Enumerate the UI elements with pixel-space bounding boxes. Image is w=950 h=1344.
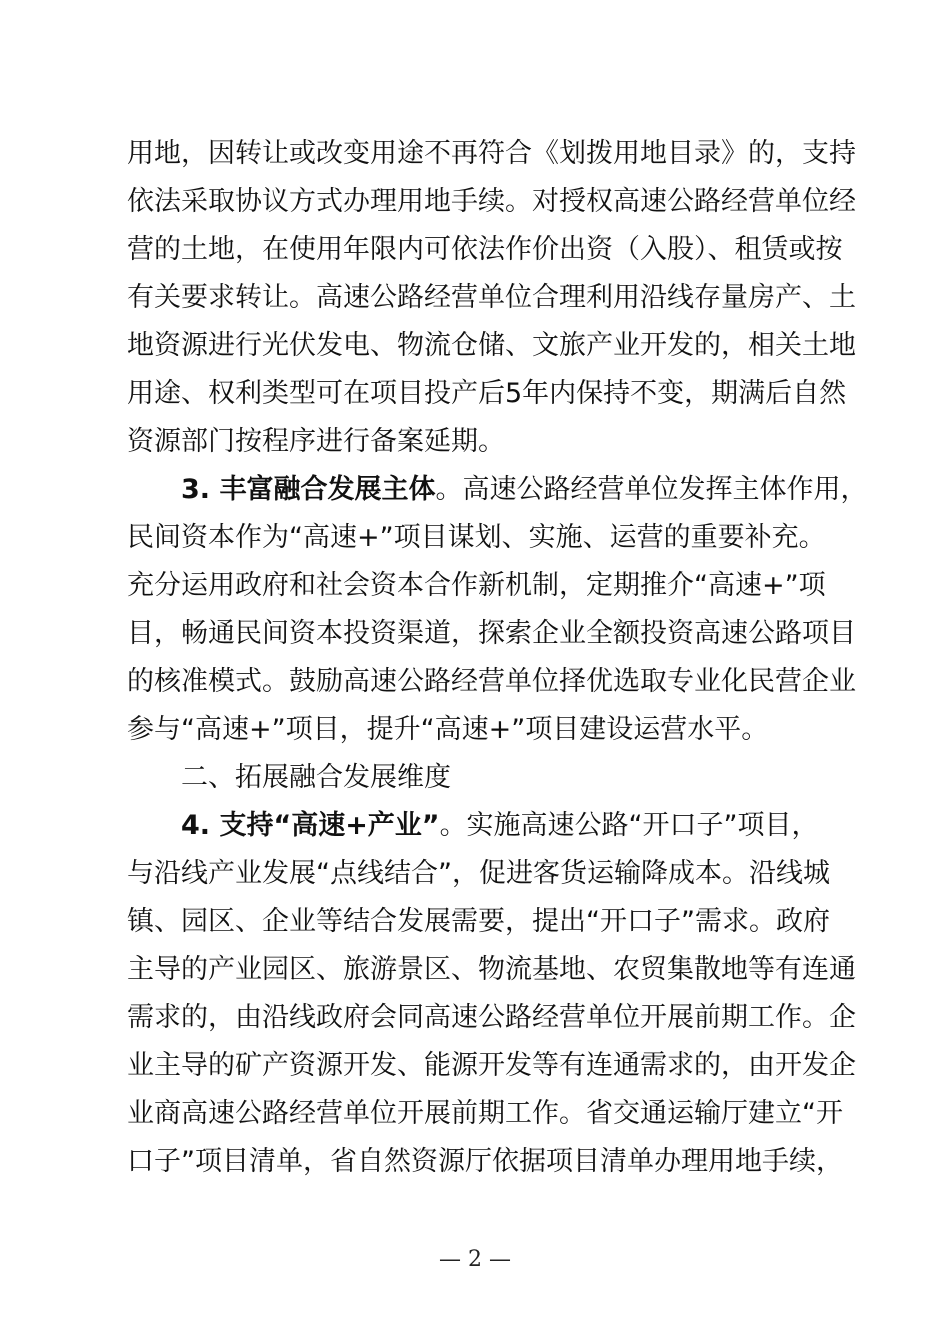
section-4-first-line-text: 。实施高速公路“开口子”项目，	[439, 810, 819, 841]
section-3-first-line	[127, 466, 868, 514]
text-line: 需求的，由沿线政府会同高速公路经营单位开展前期工作。企	[127, 1002, 856, 1033]
text-line: 参与“高速+”项目，提升“高速+”项目建设运营水平。	[127, 714, 769, 745]
section-4-first-line	[127, 802, 819, 850]
text-line: 有关要求转让。高速公路经营单位合理利用沿线存量房产、土	[127, 282, 856, 313]
text-line: 的核准模式。鼓励高速公路经营单位择优选取专业化民营企业	[127, 666, 856, 697]
section-3-heading: 3. 丰富融合发展主体	[181, 474, 436, 505]
text-line: 地资源进行光伏发电、物流仓储、文旅产业开发的，相关土地	[127, 330, 856, 361]
text-line: 与沿线产业发展“点线结合”，促进客货运输降成本。沿线城	[127, 858, 830, 889]
text-line: 业商高速公路经营单位开展前期工作。省交通运输厅建立“开	[127, 1098, 843, 1129]
section-title-2: 二、拓展融合发展维度	[181, 762, 451, 793]
text-line: 镇、园区、企业等结合发展需要，提出“开口子”需求。政府	[127, 906, 830, 937]
text-line: 目，畅通民间资本投资渠道，探索企业全额投资高速公路项目	[127, 618, 856, 649]
page-number: — 2 —	[439, 1247, 511, 1272]
text-line: 充分运用政府和社会资本合作新机制，定期推介“高速+”项	[127, 570, 826, 601]
section-3-first-line-text: 。高速公路经营单位发挥主体作用，	[435, 474, 868, 505]
text-line: 民间资本作为“高速+”项目谋划、实施、运营的重要补充。	[127, 522, 826, 553]
text-line: 用地，因转让或改变用途不再符合《划拨用地目录》的，支持	[127, 138, 856, 169]
text-line: 资源部门按程序进行备案延期。	[127, 426, 505, 457]
text-line: 依法采取协议方式办理用地手续。对授权高速公路经营单位经	[127, 186, 856, 217]
text-line: 营的土地，在使用年限内可依法作价出资（入股）、租赁或按	[127, 234, 843, 265]
text-line: 主导的产业园区、旅游景区、物流基地、农贸集散地等有连通	[127, 954, 856, 985]
section-4-heading: 4. 支持“高速+产业”	[181, 810, 440, 841]
text-line: 用途、权利类型可在项目投产后5年内保持不变，期满后自然	[127, 378, 847, 409]
document-body	[127, 130, 868, 1186]
text-line: 口子”项目清单，省自然资源厅依据项目清单办理用地手续，	[127, 1146, 843, 1177]
text-line: 业主导的矿产资源开发、能源开发等有连通需求的，由开发企	[127, 1050, 856, 1081]
